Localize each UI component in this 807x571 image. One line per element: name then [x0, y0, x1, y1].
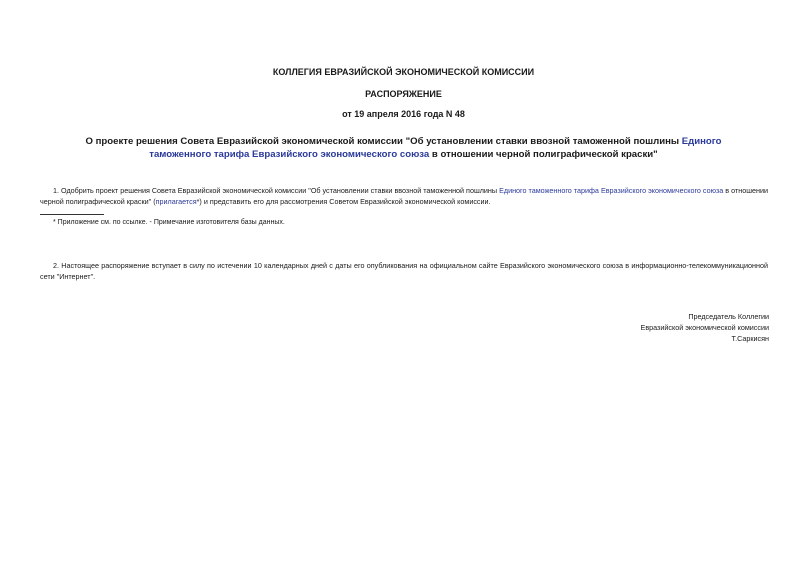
paragraph-1-text-2: в отношении черной полиграфической краски" (	[40, 186, 768, 206]
document-date-heading: от 19 апреля 2016 года N 48	[342, 109, 465, 119]
organization-heading: КОЛЛЕГИЯ ЕВРАЗИЙСКОЙ ЭКОНОМИЧЕСКОЙ КОМИССИИ	[272, 67, 535, 77]
paragraph-1-tariff-link[interactable]: Единого таможенного тарифа Евразийского экономического союза	[499, 186, 724, 195]
document-subject	[60, 135, 747, 161]
paragraph-1-text-1: 1. Одобрить проект решения Совета Евразийской экономической комиссии "Об установлении ставки ввозной таможенной пошлины	[53, 186, 500, 195]
signature-name: Т.Саркисян	[731, 334, 769, 343]
subject-text-1: О проекте решения Совета Евразийской экономической комиссии "Об установлении ставки ввозной таможенной пошлины	[85, 136, 682, 147]
paragraph-1-attachment-link[interactable]: прилагается	[155, 197, 197, 206]
signature-title-line-1: Председатель Коллегии	[688, 312, 769, 321]
subject-text-2: в отношении черной полиграфической краски"	[429, 149, 658, 160]
signature-block	[469, 311, 769, 344]
document-type-heading: РАСПОРЯЖЕНИЕ	[365, 89, 442, 99]
footnote: * Приложение см. по ссылке. - Примечание изготовителя базы данных.	[53, 219, 285, 226]
footnote-divider	[40, 214, 104, 215]
paragraph-1-text-3: *) и представить его для рассмотрения Советом Евразийской экономической комиссии.	[196, 197, 491, 206]
paragraph-2: 2. Настоящее распоряжение вступает в силу по истечении 10 календарных дней с даты его опубликования на официальном сайте Евразийского экономического союза в информационно-телекоммуникационной сети "Интернет".	[40, 261, 768, 281]
paragraph-1	[40, 185, 768, 207]
signature-title-line-2: Евразийской экономической комиссии	[640, 323, 769, 332]
subject-tariff-link[interactable]: Единого таможенного тарифа Евразийского экономического союза	[149, 136, 722, 160]
